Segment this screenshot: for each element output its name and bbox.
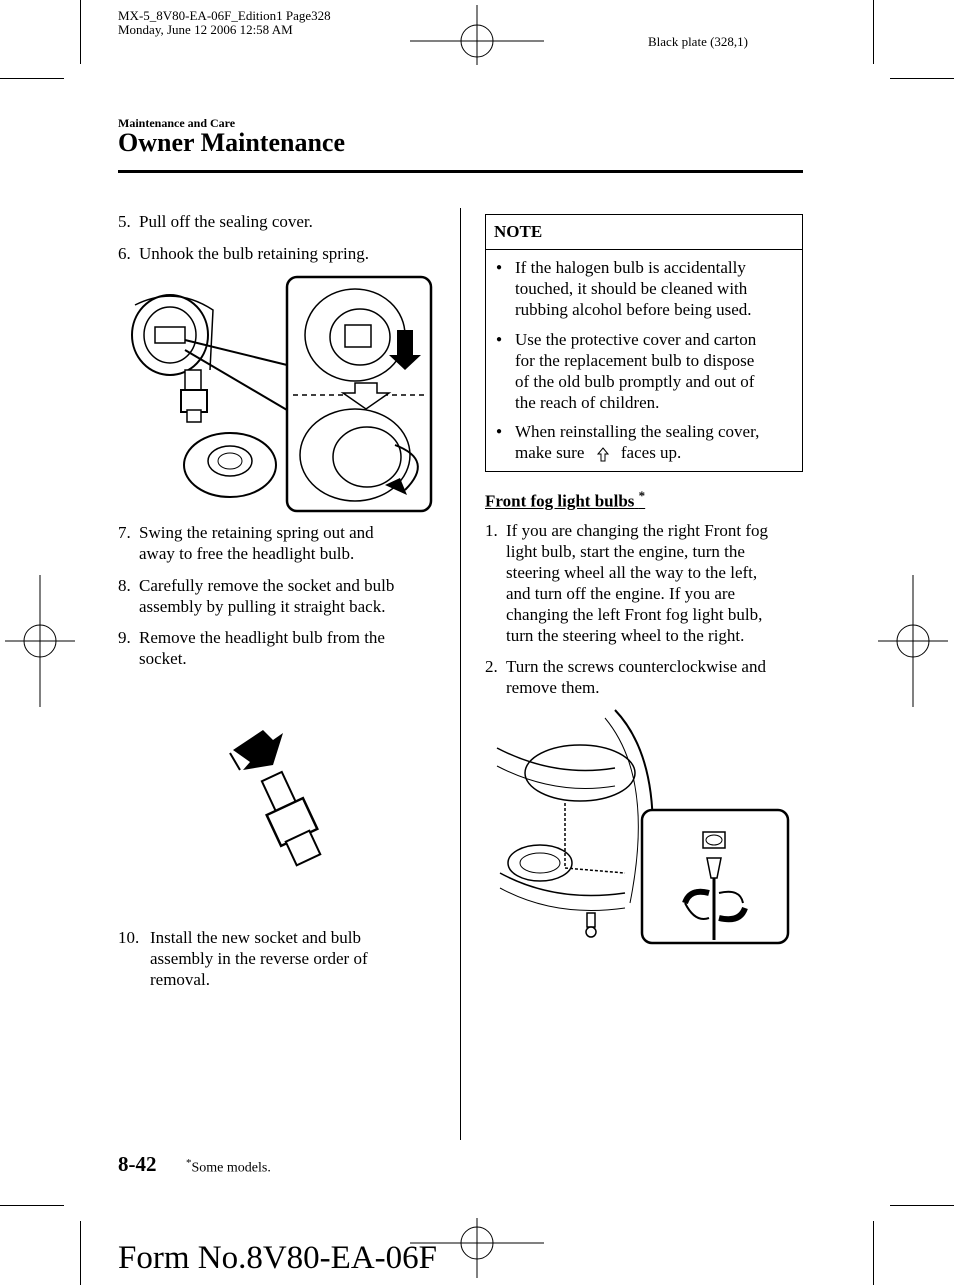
fog-light-heading xyxy=(485,488,645,512)
some-models-star: * xyxy=(186,1157,192,1169)
crop-mark xyxy=(0,78,64,79)
note-line: the reach of children. xyxy=(515,393,660,412)
note-divider xyxy=(486,249,802,250)
crop-mark xyxy=(80,1221,81,1285)
headlight-bulb-removal-figure xyxy=(115,275,435,515)
bullet-dot: ● xyxy=(496,334,503,345)
crop-mark xyxy=(0,1205,64,1206)
note-line: of the old bulb promptly and out of xyxy=(515,372,755,391)
step-number: 6. xyxy=(118,244,131,263)
step-text: Unhook the bulb retaining spring. xyxy=(139,244,369,263)
step-number: 2. xyxy=(485,657,498,676)
step-text xyxy=(506,520,805,646)
step-line: Remove the headlight bulb from the xyxy=(139,628,385,647)
step-line: socket. xyxy=(139,649,187,668)
step-text xyxy=(139,627,438,669)
bullet-dot: ● xyxy=(496,426,503,437)
note-heading: NOTE xyxy=(494,222,543,241)
some-models-text: Some models. xyxy=(191,1160,271,1176)
step-8 xyxy=(118,575,438,617)
fog-step-2 xyxy=(485,656,805,698)
step-5 xyxy=(118,211,438,232)
step-9 xyxy=(118,627,438,669)
step-line: and turn off the engine. If you are xyxy=(506,584,736,603)
step-line: If you are changing the right Front fog xyxy=(506,521,769,540)
step-line: Carefully remove the socket and bulb xyxy=(139,576,395,595)
fog-step-1 xyxy=(485,520,805,646)
fog-heading-text: Front fog light bulbs xyxy=(485,491,635,511)
page-number: 8-42 xyxy=(118,1152,157,1176)
fog-light-screw-figure xyxy=(495,708,795,948)
crop-mark xyxy=(873,1221,874,1285)
note-line: If the halogen bulb is accidentally xyxy=(515,258,746,277)
plate-label: Black plate (328,1) xyxy=(648,34,748,49)
crop-mark xyxy=(890,78,954,79)
note-line: for the replacement bulb to dispose xyxy=(515,351,755,370)
step-line: Install the new socket and bulb xyxy=(150,928,362,947)
step-6 xyxy=(118,243,438,264)
up-arrow-outline-icon xyxy=(597,447,609,462)
title-rule xyxy=(118,170,803,173)
step-line: turn the steering wheel to the right. xyxy=(506,626,745,645)
step-line: assembly in the reverse order of xyxy=(150,949,368,968)
note-box xyxy=(485,214,803,472)
note-line: touched, it should be cleaned with xyxy=(515,279,748,298)
form-number: Form No.8V80-EA-06F xyxy=(118,1240,437,1276)
crop-mark xyxy=(80,0,81,64)
step-number: 8. xyxy=(118,576,131,595)
registration-mark-left xyxy=(5,575,75,707)
note-bullet xyxy=(496,257,796,320)
registration-mark-top xyxy=(410,5,544,65)
step-text xyxy=(139,575,438,617)
step-line: away to free the headlight bulb. xyxy=(139,544,355,563)
step-number: 10. xyxy=(118,928,140,947)
step-number: 5. xyxy=(118,212,131,231)
step-number: 7. xyxy=(118,523,131,542)
step-text: Pull off the sealing cover. xyxy=(139,212,313,231)
registration-mark-right xyxy=(878,575,948,707)
step-10 xyxy=(118,927,438,990)
step-number: 1. xyxy=(485,521,498,540)
step-line: Turn the screws counterclockwise and xyxy=(506,657,766,676)
some-models-note xyxy=(186,1157,271,1177)
section-label: Maintenance and Care xyxy=(118,116,236,130)
page-title: Owner Maintenance xyxy=(118,128,345,157)
note-bullet xyxy=(496,421,796,463)
bulb-socket-figure xyxy=(228,725,358,870)
column-divider xyxy=(460,208,461,1140)
note-text: make sure xyxy=(515,443,585,462)
note-line: When reinstalling the sealing cover, xyxy=(515,422,760,441)
note-line xyxy=(515,442,796,463)
step-line: light bulb, start the engine, turn the xyxy=(506,542,745,561)
bullet-dot: ● xyxy=(496,262,503,273)
print-date-line: Monday, June 12 2006 12:58 AM xyxy=(118,22,293,37)
step-number: 9. xyxy=(118,628,131,647)
step-7 xyxy=(118,522,438,564)
step-line: changing the left Front fog light bulb, xyxy=(506,605,763,624)
step-line: removal. xyxy=(150,970,210,989)
crop-mark xyxy=(873,0,874,64)
step-line: remove them. xyxy=(506,678,600,697)
step-text xyxy=(139,522,438,564)
some-models-star: * xyxy=(638,488,646,503)
step-text xyxy=(506,656,805,698)
note-bullet xyxy=(496,329,796,413)
step-line: assembly by pulling it straight back. xyxy=(139,597,386,616)
print-file-line: MX-5_8V80-EA-06F_Edition1 Page328 xyxy=(118,8,331,23)
step-text xyxy=(150,927,438,990)
note-text: faces up. xyxy=(620,443,682,462)
step-line: Swing the retaining spring out and xyxy=(139,523,374,542)
note-line: Use the protective cover and carton xyxy=(515,330,757,349)
step-line: steering wheel all the way to the left, xyxy=(506,563,758,582)
crop-mark xyxy=(890,1205,954,1206)
note-line: rubbing alcohol before being used. xyxy=(515,300,752,319)
